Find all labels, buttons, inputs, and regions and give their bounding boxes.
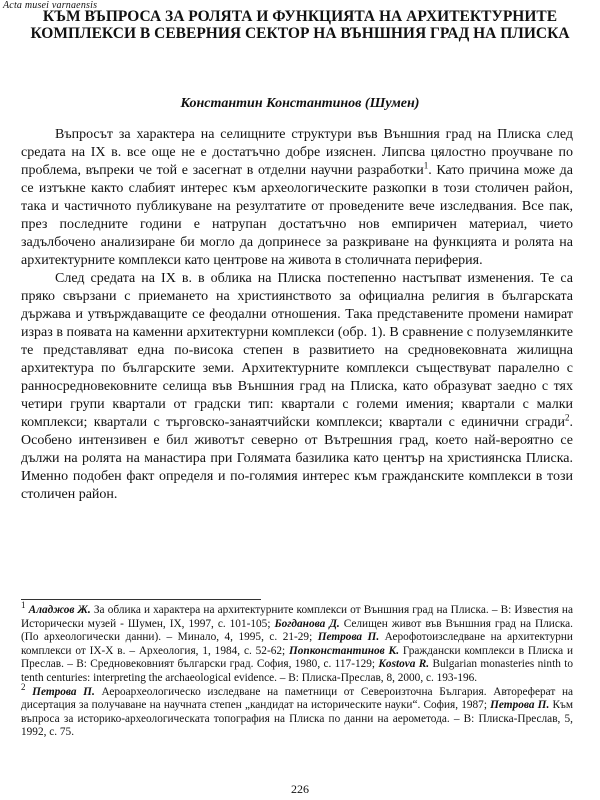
paragraph: След средата на IX в. в облика на Плиска постепенно настъпват изменения. Те са пряко свързани с приемането на християнството за официална религия в българската държава и утвърждаващите се феодални отношения. Така представените промени намират израз в появата на каменни архитектурни комплекси (обр. 1). В сравнение с полуземлянките те представляват една по-висока степен в развитието на средновековната жилищна архитектура по българските земи. Архитектурните комплекси съществуват паралелно с ранносредновековните селища във Външния град на Плиска, като образуват заедно с тях четири групи квартали от градски тип: квартали с големи имения; квартали с малки комплекси; квартали с търговско-занаятчийски комплекси; квартали с единични сгради$^2$. Особено интензивен е бил животът северно от Вътрешния град, което най-вероятно се дължи на ролята на манастира при Голямата базилика като център на християнска Плиска. Именно подобен факт определя и по-голямия интерес към гражданските комплекси в този столичен район. [21, 271, 573, 502]
footnote-ref[interactable]: 1 [423, 160, 429, 171]
page-number: 226 [291, 782, 309, 796]
article-body [21, 120, 573, 504]
footnote-divider [21, 599, 261, 600]
paragraph: Въпросът за характера на селищните структури във Външния град на Плиска след средата на IX в. все още не е достатъчно добре изяснен. Липсва цялостно проучване по проблема, въпреки че той е засегнат в отделни научни разработки$^1$. Като причина може да се изтъкне както слабият интерес към археологическите разкопки в този столичен район, така и частичното публикуване на резултатите от проведените вече изследвания. Все пак, през последните години е натрупан достатъчно нов емпиричен материал, чието задълбочено анализиране би могло да допринесе за разкриване на функцията и ролята на архитектурните комплекси като центрове на живота в столичната периферия. [21, 127, 573, 268]
article-title: КЪМ ВЪПРОСА ЗА РОЛЯТА И ФУНКЦИЯТА НА АРХИТЕКТУРНИТЕ КОМПЛЕКСИ В СЕВЕРНИЯ СЕКТОР НА ВЪНШНИЯ ГРАД НА ПЛИСКА [30, 8, 570, 42]
footnote: $^2$ Петрова П. Аероархеологическо изследване на паметници от Североизточна България. Автореферат на дисертация за получаване на научната степен „кандидат на историческите науки“. София, 1987; Петрова П. Към въпроса за историко-археологическата топография на Плиска по данни на аерометода. – В: Плиска-Преслав, 5, 1992, с. 75. [21, 681, 574, 739]
running-head: Acta musei varnaensis [3, 0, 98, 11]
footnote: $^1$ Аладжов Ж. За облика и характера на архитектурните комплекси от Външния град на Плиска. – В: Известия на Исторически музей - Шумен, IX, 1997, с. 101-105; Богданова Д. Селищен живот във Външния град на Плиска. (По археологически данни). – Минало, 4, 1995, с. 21-29; Петрова П. Аерофотоизследване на архитектурни комплекси от IX-X в. – Археология, 1, 1984, с. 52-62; Попконстантинов К. Граждански комплекси в Плиска и Преслав. – В: Средновековният български град. София, 1980, с. 117-129; Kostova R. Bulgarian monasteries ninth to tenth centuries: interpreting the archaeological evidence. – В: Плиска-Преслав, 8, 2000, с. 193-196. [21, 600, 573, 684]
footnote-ref[interactable]: 2 [565, 412, 570, 423]
footnotes [21, 600, 574, 740]
article-author: Константин Константинов (Шумен) [180, 96, 420, 111]
